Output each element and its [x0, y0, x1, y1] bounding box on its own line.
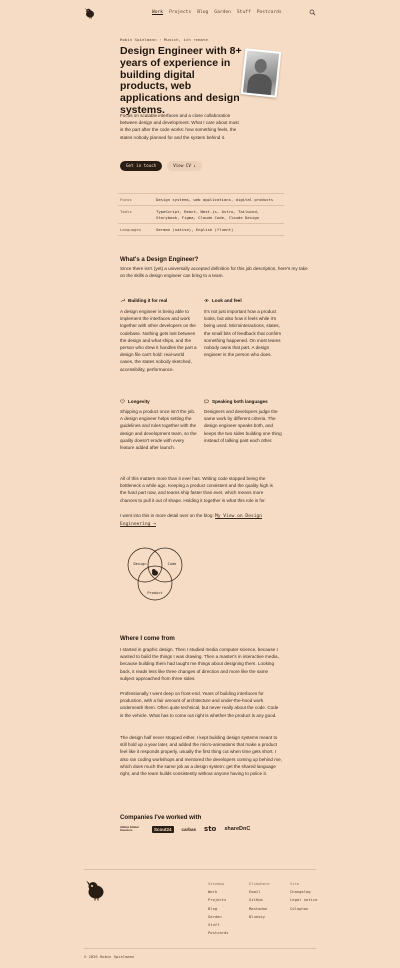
card-title-text: Speaking both languages — [212, 399, 268, 404]
nav-item-postcards[interactable]: Postcards — [256, 10, 282, 15]
footer-heading: Site — [290, 881, 300, 886]
facts-table — [118, 193, 284, 236]
footer-heading: Sitemap — [208, 881, 225, 886]
card-title-text: Look and feel — [212, 298, 242, 303]
origin-paragraph: Professionally I went deep on front-end. Years of building interfaces for production, with a fair amount of architecture and under-the-hood work underneath them. Often quite technical, but never really about the code. Code is the vehicle. What has to come out right is whether the product is any good. — [120, 691, 279, 718]
origin-heading: Where I come from — [120, 635, 175, 642]
nav-item-blog[interactable]: Blog — [197, 10, 209, 15]
footer-link-work[interactable]: Work — [208, 889, 218, 895]
footer-divider — [84, 948, 316, 949]
fact-value: Design systems, web applications, digital products — [156, 197, 274, 202]
card-title-text: Longevity — [128, 399, 150, 404]
fact-row — [118, 223, 284, 236]
footer-link-bluesky[interactable]: Bluesky — [249, 913, 266, 919]
hero-meta: Robin Spielmann · Munich, ich remote — [120, 37, 208, 42]
nav-item-garden[interactable]: Garden — [214, 10, 231, 15]
fact-key: Languages — [120, 226, 142, 232]
blog-link[interactable]: My View on Design Engineering → — [120, 514, 263, 528]
fact-row — [118, 205, 284, 223]
venn-diagram — [123, 541, 187, 605]
footer-link-garden[interactable]: Garden — [208, 913, 222, 919]
card-title-longevity — [120, 399, 150, 404]
card-title-text: Building it for real — [128, 298, 168, 303]
nav-item-projects[interactable]: Projects — [169, 10, 192, 15]
card-text-building: A design engineer is being able to implement the interfaces and work together with other developers on the codebase. Nothing gets lost between the design and what ships, and the person who drew it handles the part a design file can't hold: real-world cases, the states nobody sketched, accessibility, performance. — [120, 309, 197, 372]
eye-icon — [204, 298, 209, 303]
footer-sitemap — [208, 880, 229, 937]
fact-key: Tools — [120, 209, 132, 215]
blog-reference-text: I went into this in more detail over on the blog: — [120, 513, 215, 518]
fact-value: German (native), English (fluent) — [156, 226, 234, 232]
company-logo-scout24: Scout24 — [154, 826, 172, 832]
venn-label-design: Design — [133, 562, 147, 566]
footer-divider — [84, 869, 316, 870]
footer-site — [290, 880, 317, 913]
company-logo-sharednc: shareDnC — [224, 826, 251, 832]
main-nav — [152, 10, 282, 15]
heart-icon — [120, 399, 125, 404]
hero-description: Focus on scalable interfaces and a close collaboration between design and development. What I care about most is the part after the code works: how something feels, the states nobody planned for and the system behind it. — [120, 113, 239, 140]
venn-circle-code — [148, 548, 182, 582]
card-text-look: It's not just important how a product looks, but also how it feels while it's being used. Microinteractions, states, the small bits of feedback that confirm something happened. On most teams nobody owns that part. A design engineer is the person who does. — [204, 309, 282, 358]
footer-link-mastodon[interactable]: Mastodon — [249, 905, 268, 911]
footer-link-blog[interactable]: Blog — [208, 905, 218, 911]
design-engineer-heading: What's a Design Engineer? — [120, 256, 199, 263]
view-cv-button[interactable]: View CV ↓ — [167, 161, 202, 171]
footer-link-email[interactable]: Email — [249, 889, 261, 895]
nav-item-stuff[interactable]: Stuff — [236, 10, 251, 15]
venn-label-code: Code — [167, 562, 177, 566]
companies-heading: Companies I've worked with — [120, 814, 202, 821]
venn-label-product: Product — [147, 591, 163, 595]
blog-reference — [120, 512, 280, 528]
card-title-languages — [204, 399, 268, 404]
design-engineer-intro: Since there isn't (yet) a universally accepted definition for this job description, here's my take on the skills a design engineer can bring to a team. — [120, 266, 308, 279]
footer-link-github[interactable]: GitHub — [249, 897, 263, 903]
footer-link-stuff[interactable]: Stuff — [208, 922, 220, 928]
card-text-languages: Designers and developers judge the same work by different criteria. The design engineer speaks both, and keeps the two sides building one thing instead of talking past each other. — [204, 409, 282, 443]
fact-value: TypeScript, React, Next.js, Astro, Tailwind, Storybook, Figma, Claude Code, Claude Design — [156, 209, 260, 220]
nav-item-work[interactable]: Work — [152, 10, 164, 15]
chat-icon — [204, 399, 209, 404]
card-text-longevity: Shipping a product once isn't the job. A design engineer helps setting the guidelines and rules together with the design and development team, so the quality doesn't erode with every feature added after launch. — [120, 409, 197, 451]
company-logo-carbas: carbas — [181, 826, 197, 832]
fact-row — [118, 193, 284, 205]
hero-actions — [120, 161, 202, 171]
site-header — [0, 0, 400, 26]
company-logos — [120, 825, 250, 833]
footer-heading: Elsewhere — [249, 881, 270, 886]
wrench-icon — [120, 298, 125, 303]
footer-link-changelog[interactable]: Changelog — [290, 889, 311, 895]
footer-link-postcards[interactable]: Postcards — [208, 930, 229, 936]
fact-key: Focus — [120, 197, 132, 202]
footer-bird-icon — [84, 879, 106, 901]
footer-link-colophon[interactable]: Colophon — [290, 905, 309, 911]
search-icon[interactable] — [309, 9, 316, 16]
copyright: © 2026 Robin Spielmann — [84, 954, 135, 959]
bird-logo-icon[interactable] — [84, 7, 96, 19]
footer-elsewhere — [249, 880, 270, 921]
card-title-look — [204, 298, 242, 303]
portrait-photo — [241, 48, 282, 98]
company-logo-allianz: Allianz Global Investors — [120, 825, 139, 832]
design-engineer-outro: All of this matters more than it ever has. Writing code stopped being the bottleneck a while ago. Keeping a product consistent and the quality high is the hard part now, and teams ship faster than ever, which means more chances to pull it out of shape. Holding it together is what this role is for. — [120, 476, 273, 503]
origin-paragraph: I started in graphic design. Then I studied media computer science, because I wanted to build the things I was drawing. Then a master's in interactive media, because building them had taught me things about designing them. Looking back, it reads less like three changes of direction and more like the same subject approached from three sides. — [120, 647, 279, 681]
venn-bird-icon — [152, 569, 158, 576]
footer-link-legal[interactable]: Legal notice — [290, 897, 318, 903]
card-title-building — [120, 298, 167, 303]
hero-title: Design Engineer with 8+ years of experience in building digital products, web applications and design systems. — [120, 45, 242, 116]
company-logo-sto: sto — [204, 825, 217, 833]
footer-link-projects[interactable]: Projects — [208, 897, 227, 903]
get-in-touch-button[interactable]: Get in touch — [120, 161, 162, 171]
origin-paragraph: The design half never stopped either. I kept building design systems meant to still hold up a year later, and added the micro-animations that make a product feel like it responds properly, usually the first thing cut when time gets short. I also ran coding workshops and mentored the developers coming up behind me, which does much the same job as a design system: get the shared language right, and the team builds consistently without anyone having to police it. — [120, 735, 282, 777]
